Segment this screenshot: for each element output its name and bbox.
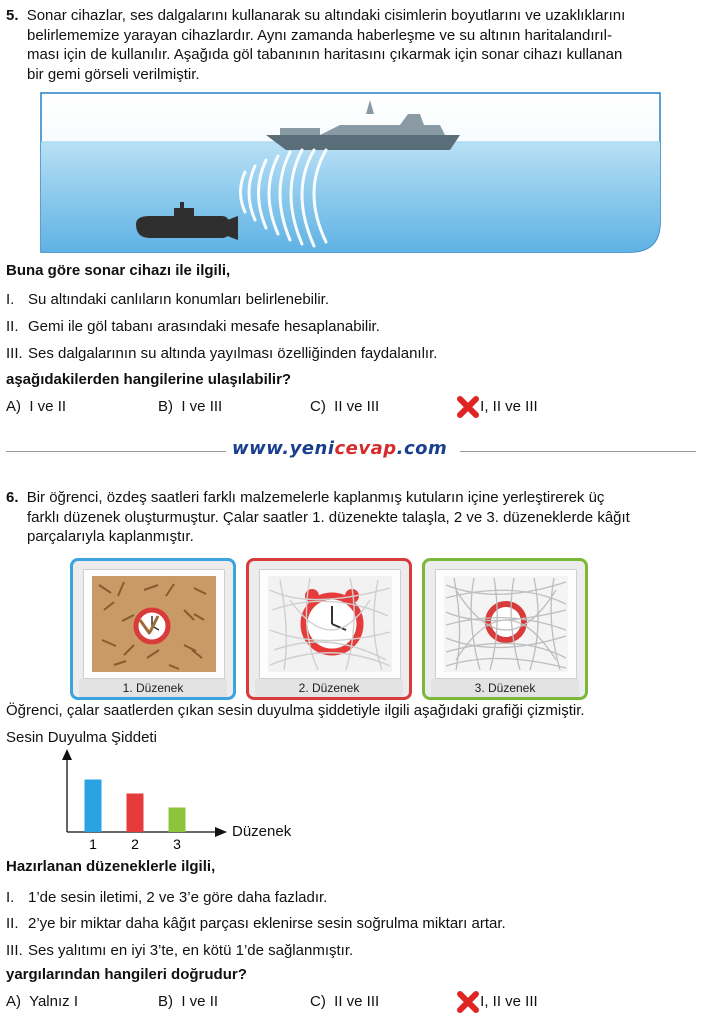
q5-lead: Buna göre sonar cihazı ile ilgili, [6, 262, 231, 279]
q5-number: 5. [6, 7, 19, 24]
q6-choice-c[interactable]: C) II ve III [310, 993, 380, 1010]
q6-choice-a[interactable]: A) Yalnız I [6, 993, 78, 1010]
bar-2 [127, 794, 144, 833]
setup-box-3 [422, 558, 588, 700]
q5-statement-1: I. Su altındaki canlıların konumları belirlenebilir. [6, 291, 329, 308]
q5-text-line2: belirlememize yarayan cihazlardır. Aynı zamanda haberleşme ve su altının haritalandırıl- [27, 26, 613, 44]
x-axis-arrow [215, 827, 227, 837]
q5-text-line3: ması için de kullanılır. Aşağıda göl tabanının haritasını çıkarmak için sonar cihazı kullanan [27, 46, 623, 63]
sonar-ship-illustration [40, 92, 662, 254]
answer-cross-icon [456, 395, 480, 419]
y-axis-arrow [62, 749, 72, 760]
bar-3 [169, 808, 186, 833]
setup-box-1 [70, 558, 236, 700]
wood-shavings-icon [84, 570, 224, 678]
q6-question: yargılarından hangileri doğrudur? [6, 966, 247, 983]
q5-text-line4: bir gemi görseli verilmiştir. [27, 65, 200, 83]
setup-label-1: 1. Düzenek [122, 681, 184, 695]
q5-statement-2: II. Gemi ile göl tabanı arasındaki mesafe hesaplanabilir. [6, 318, 380, 335]
divider-right [460, 451, 696, 452]
bar-1 [85, 780, 102, 833]
q5-paragraph [6, 6, 696, 84]
q6-graph-intro: Öğrenci, çalar saatlerden çıkan sesin duyulma şiddetiyle ilgili aşağıdaki grafiği çizmiştir. [6, 702, 585, 719]
sound-intensity-chart [55, 746, 230, 856]
q6-number: 6. [6, 489, 19, 506]
x-tick-label: 1 [89, 836, 97, 852]
q6-text-line1: Bir öğrenci, özdeş saatleri farklı malzemelerle kaplanmış kutuların içine yerleştirerek üç [26, 489, 605, 506]
q6-statement-2: II. 2’ye bir miktar daha kâğıt parçası eklenirse sesin soğrulma miktarı artar. [6, 915, 506, 932]
q5-choice-a[interactable]: A) I ve II [6, 398, 67, 415]
q6-choice-b[interactable]: B) I ve II [158, 993, 219, 1010]
q5-statement-3: III. Ses dalgalarının su altında yayılması özelliğinden faydalanılır. [6, 345, 438, 362]
q6-text-line2: farklı düzenek oluşturmuştur. Çalar saatler 1. düzenekte talaşla, 2 ve 3. düzeneklerde kâğıt [27, 508, 630, 526]
divider-left [6, 451, 226, 452]
x-tick-label: 3 [173, 836, 181, 852]
chart-ylabel: Sesin Duyulma Şiddeti [6, 729, 157, 746]
watermark: www.yenicevap.com [232, 438, 448, 459]
dense-paper-strips-icon [436, 570, 576, 678]
q6-statement-3: III. Ses yalıtımı en iyi 3’te, en kötü 1’de sağlanmıştır. [6, 942, 354, 959]
setup-label-3: 3. Düzenek [474, 681, 536, 695]
q5-choice-d-text: I, II ve III [480, 398, 538, 415]
q6-choice-d[interactable] [456, 993, 538, 1010]
q6-statement-1: I. 1’de sesin iletimi, 2 ve 3’e göre daha fazladır. [6, 889, 328, 906]
q5-text-line1: Sonar cihazlar, ses dalgalarını kullanarak su altındaki cisimlerin boyutlarını ve uzaklıklarını [26, 7, 626, 24]
x-tick-label: 2 [131, 836, 139, 852]
setup-box-2 [246, 558, 412, 700]
q6-choice-d-text: I, II ve III [480, 993, 538, 1010]
paper-strips-icon [260, 570, 400, 678]
setup-label-2: 2. Düzenek [298, 681, 360, 695]
q5-question: aşağıdakilerden hangilerine ulaşılabilir? [6, 371, 292, 388]
q5-choice-d[interactable] [456, 398, 538, 415]
q5-choice-c[interactable]: C) II ve III [310, 398, 380, 415]
q6-lead: Hazırlanan düzeneklerle ilgili, [6, 858, 216, 875]
answer-cross-icon [456, 990, 480, 1014]
q6-paragraph [6, 488, 696, 547]
q6-text-line3: parçalarıyla kaplanmıştır. [27, 528, 194, 545]
chart-xlabel: Düzenek [232, 823, 292, 840]
q5-choice-b[interactable]: B) I ve III [158, 398, 223, 415]
